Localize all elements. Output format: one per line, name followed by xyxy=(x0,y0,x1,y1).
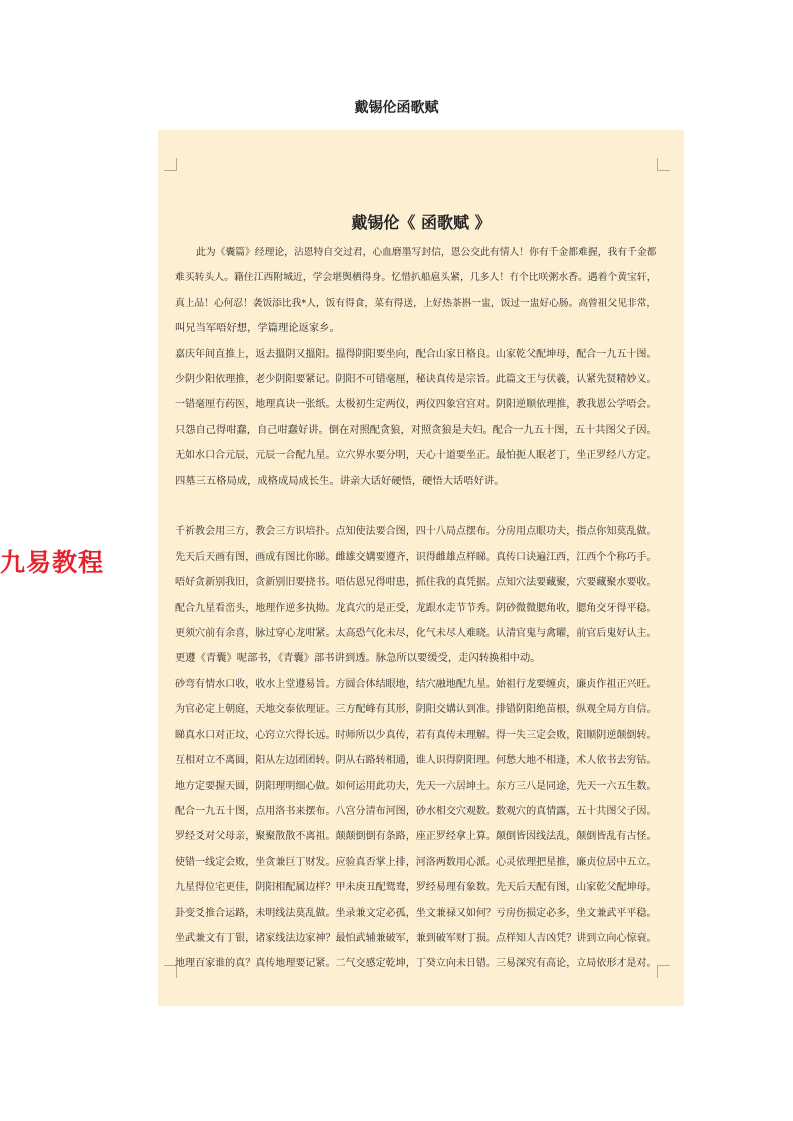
text-line: 一错毫厘冇药医，地理真诀一张纸。太极初生定两仪，两仪四象宫宫对。阴阳逆顺依理推，教我恩公学唔会。 xyxy=(175,399,657,411)
text-line: 互相对立不离圆，阳从左边团团转。阴从右路转相通，谁人识得阴阳理。何愁大地不相逢，术人依书去穷钻。 xyxy=(175,755,657,767)
text-line: 只怨自己得咁蠢，自己咁蠢好讲。倒在对照配贪狼，对照贪狼是夫妇。配合一九五十图，五十共图父子因。 xyxy=(175,423,657,436)
text-line: 配合九星看峦头，地理作逆多执拗。龙真穴的是正受，龙跟水走节节秀。阴砂微微腮角收，腮角交牙得平稳。 xyxy=(175,602,657,614)
watermark-logo: 九易教程 xyxy=(0,548,105,577)
corner-mark-top-right xyxy=(657,158,670,171)
text-line: 此为《囊篇》经理论，沾恩特自交过君，心血磨墨写封信，恩公交此有情人！你有千金都难握，我有千金都 xyxy=(196,247,657,258)
text-line: 睇真水口对正坟，心窍立穴得长远。时师所以少真传，若有真传未理解。得一失三定会败，阳顺阴逆颠倒转。 xyxy=(175,729,657,741)
text-line: 九星得位宅更佳，阴阳相配属边样？甲未庚丑配鸳鸯，罗经易理有象数。先天后天配有图，山家乾父配坤母。 xyxy=(175,882,657,894)
document-title: 戴锡伦函歌赋 xyxy=(354,100,439,116)
blank-line xyxy=(175,494,657,519)
text-line: 难买转头人。籍住江西附城近，学会堪舆栖得身。忆惜扒船扈头紧，几多人！冇个比咲粥水香。遇着个黄宝轩， xyxy=(175,272,657,284)
text-line: 配合一九五十图，点用洛书来摆布。八宫分清布河图，砂水相交穴观数。数观穴的真情露，五十共图父子因。 xyxy=(175,805,657,817)
text-line: 罗经爻对父母亲，聚聚散散不离祖。颠颠倒倒有条路，座正罗经拿上算。颠倒皆因线法乱，颠倒皆乱有古怪。 xyxy=(175,831,657,843)
poem-title: 戴锡伦《 函歌赋 》 xyxy=(351,213,491,232)
text-line: 更须穴前有余喜，脉过穿心龙咁紧。太高恐气化未尽，化气未尽人难晓。认清官鬼与禽曜，前官后鬼好认主。 xyxy=(175,628,657,640)
text-line: 卦变爻推合运路，未明线法莫乱做。坐录兼文定必孤，坐文兼禄又如何？亏房伤损定必多，坐文兼武平平稳。 xyxy=(175,907,657,919)
text-line: 真上品！心何忍！袭饭添比我*人，饭有得食，菜有得送，上好热茶斟一盅，饭过一盅好心肠。高曾祖父见非常， xyxy=(175,297,657,309)
text-line: 少阴少阳依理推，老少阴阳要紧记。阴阳不可错毫厘，秘诀真传是宗旨。此篇文王与伏羲，认紧先贤精妙义。 xyxy=(175,374,657,386)
text-line: 地理百家谁的真？真传地理要记紧。二气交感定乾坤，丁癸立向未日错。三易深究有高论，立局依形才是对。 xyxy=(175,958,657,970)
corner-mark-bottom-right xyxy=(657,965,670,978)
text-line: 地方定要握天圆，阴阳理明细心做。如何运用此功夫，先天一六居坤土。东方三八是同途，先天一六五生数。 xyxy=(175,780,657,792)
text-line: 千祈教会用三方，教会三方识培扑。点知使法要合图，四十八局点摆布。分房用点眼功夫，指点你知莫乱做。 xyxy=(175,526,657,538)
text-line: 为官必定上朝庭，天地交泰依理证。三方配峰有其形，阴阳交媾认到准。排错阴阳绝苗根，纵观全局方自信。 xyxy=(175,704,657,716)
text-line: 无如水口合元辰，元辰一合配九星。立穴界水要分明，天心十道要坐正。最怕扼人眠老丁，坐正罗经八方定。 xyxy=(175,450,657,462)
corner-mark-top-left xyxy=(164,158,177,171)
text-line: 坐武兼文有丁银，诸家线法边家神？最怕武辅兼破军，兼到破军财丁损。点样知人吉凶凭？讲到立向心惊衰。 xyxy=(175,932,657,944)
text-line: 使错一线定会败，坐贪兼巨丁财发。应验真否掌上排，河洛两数用心派。心灵依理把星推，廉贞位居中五立。 xyxy=(175,856,657,868)
text-line: 嘉庆年间直推上，返去搵阴又搵阳。揾得阴阳要坐向，配合山家日格良。山家乾父配坤母，配合一九五十图。 xyxy=(175,348,657,360)
document-page xyxy=(158,130,684,1006)
body-text xyxy=(175,240,657,977)
text-line: 四墓三五格局成，成格成局成长生。讲亲大话好硬悟，硬悟大话唔好讲。 xyxy=(175,474,505,487)
text-line: 砂弯有情水口收，收水上堂遵易旨。方圆合体结眼地，结穴融地配九星。始祖行龙要缠贞，廉贞作祖正兴旺。 xyxy=(175,678,657,690)
text-line: 唔好贪新别我旧，贪新别旧要挠书。唔估恩兄得咁患，抓住我的真凭据。点知穴法要藏聚，穴要藏聚水要收。 xyxy=(175,577,657,589)
text-line: 叫兄当军唔好想，学篇理论返家乡。 xyxy=(175,322,340,335)
text-line: 先天后天画有图，画成有图比你睇。雌雄交媾要遵齐，识得雌雄点样睇。真传口诀遍江西，江西个个称巧手。 xyxy=(175,551,657,563)
text-line: 更遵《青囊》呢部书，《青囊》部书讲到透。脉急所以要缓受，走闪转换相中动。 xyxy=(175,652,541,665)
